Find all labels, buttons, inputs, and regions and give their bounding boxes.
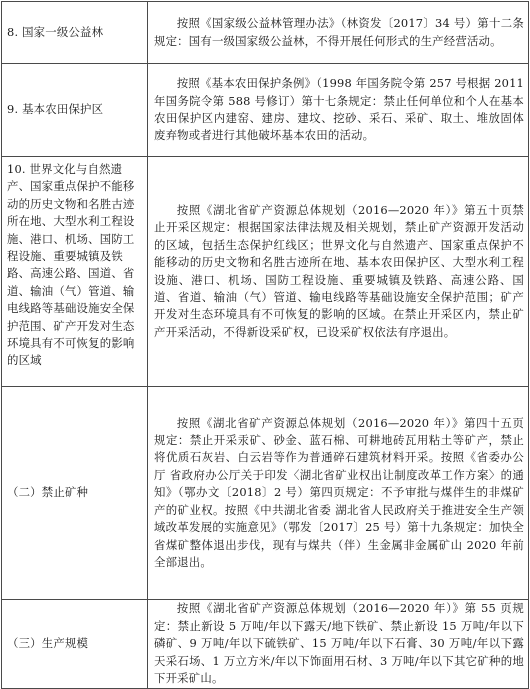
row-content	[148, 387, 529, 600]
table-row	[2, 600, 529, 689]
row-label-text: （三）生产规模	[7, 636, 89, 651]
row-content	[148, 64, 529, 157]
row-content	[148, 600, 529, 689]
row-label-text: （二）禁止矿种	[7, 485, 89, 500]
row-label	[2, 387, 148, 600]
regulation-table	[1, 1, 529, 689]
row-label-text: 10. 世界文化与自然遗产、国家重点保护不能移动的历史文物和名胜古迹所在地、大型水利工程设施、港口、机场、国防工程设施、重要城镇及铁路、高速公路、国道、省道、输油（气）管道、输电线路等基础设施安全保护范围、矿产开发对生态环境具有不可恢复的影响的区域	[7, 162, 135, 368]
table-row	[2, 387, 529, 600]
row-content	[148, 2, 529, 64]
content-paragraph: 按照《湖北省矿产资源总体规划（2016—2020 年）》第 55 页规定：禁止新设 5 万吨/年以下露天/地下铁矿、禁止新设 15 万吨/年以下磷矿、9 万吨/年以下硫铁矿、15 万吨/年以下石膏、30 万吨/年以下露天采石场、1 万立方米/年以下饰面用石材、3 万吨/年以下其它矿种的地下开采矿山。	[154, 601, 524, 686]
content-paragraph: 按照《湖北省矿产资源总体规划（2016—2020 年）》第四十五页规定：禁止开采汞矿、砂金、蓝石棉、可耕地砖瓦用粘土等矿产，禁止将优质石灰岩、白云岩等作为普通碎石建筑材料开采。按照《省委办公厅 省政府办公厅关于印发〈湖北省矿业权出让制度改革工作方案〉的通知》（鄂办文〔2018〕2 号）第四页规定：不予审批与煤伴生的非煤矿产的矿业权。按照《中共湖北省委 湖北省人民政府关于推进安全生产领域改革发展的实施意见》（鄂发〔2017〕25 号）第十九条规定：加快全省煤矿整体退出步伐，现有与煤共（伴）生金属非金属矿山 2020 年前全部退出。	[154, 415, 524, 569]
row-label-text: 9. 基本农田保护区	[7, 102, 104, 117]
content-paragraph: 按照《基本农田保护条例》（1998 年国务院令第 257 号根据 2011 年国务院令第 588 号修订）第十七条规定：禁止任何单位和个人在基本农田保护区内建窑、建房、建坟、挖砂、采石、采矿、取土、堆放固体废弃物或者进行其他破坏基本农田的活动。	[154, 76, 528, 143]
content-paragraph: 按照《湖北省矿产资源总体规划（2016—2020 年）》第五十页禁止开采区规定：根据国家法律法规及相关规划，禁止矿产资源开发活动的区域，包括生态保护红线区；世界文化与自然遗产、国家重点保护不能移动的历史文物和名胜古迹所在地、基本农田保护区、大型水利工程设施、港口、机场、国防工程设施、重要城镇及铁路、高速公路、国道、省道、输油（气）管道、输电线路等基础设施安全保护范围；矿产开发对生态环境具有不可恢复的影响的区域。在禁止开采区内，禁止矿产开采活动，不得新设采矿权，已设采矿权依法有序退出。	[154, 202, 524, 339]
row-content	[148, 157, 529, 387]
row-label	[2, 2, 148, 64]
content-paragraph: 按照《国家级公益林管理办法》（林资发〔2017〕34 号）第十二条规定：国有一级国家级公益林，不得开展任何形式的生产经营活动。	[154, 16, 524, 48]
row-label	[2, 600, 148, 689]
table-row	[2, 64, 529, 157]
row-label-text: 8. 国家一级公益林	[7, 24, 104, 39]
table-row	[2, 157, 529, 387]
row-label	[2, 64, 148, 157]
row-label	[2, 157, 148, 387]
table-row	[2, 2, 529, 64]
